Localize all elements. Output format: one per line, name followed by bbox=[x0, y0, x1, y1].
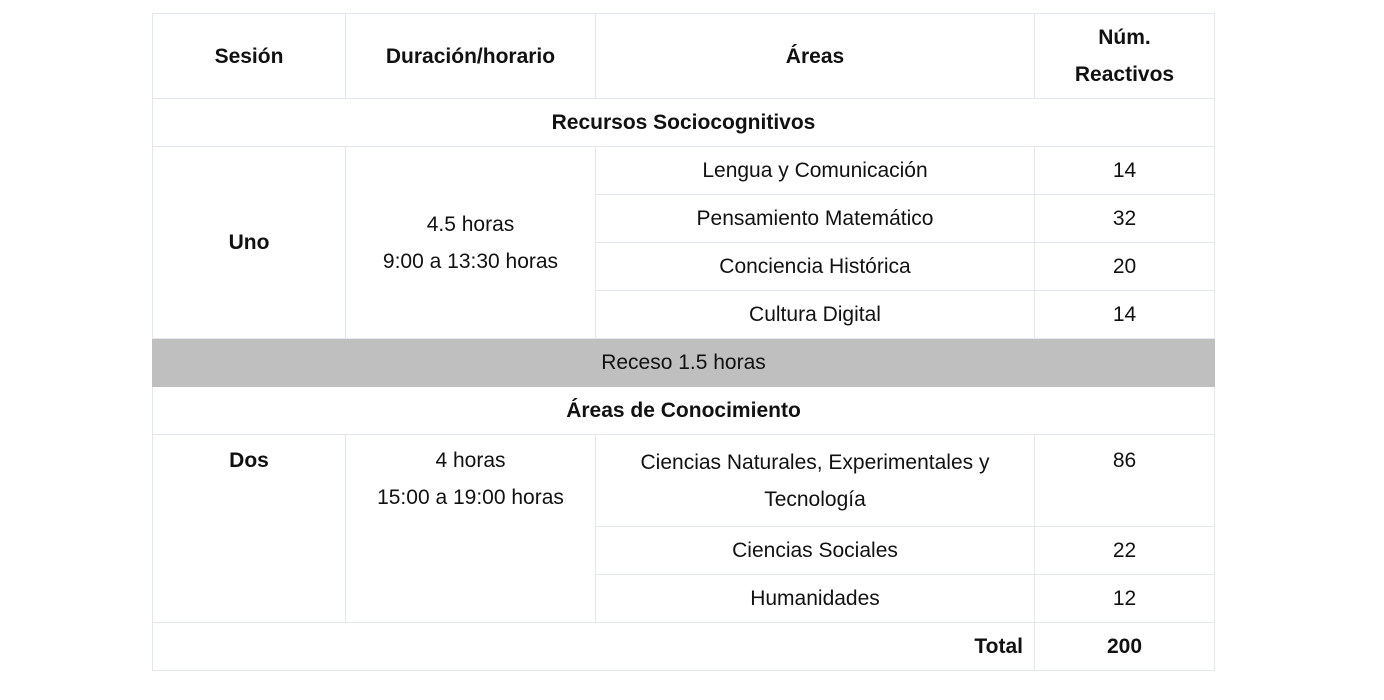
recess-cell: Receso 1.5 horas bbox=[153, 339, 1215, 387]
area-cell: Lengua y Comunicación bbox=[596, 147, 1035, 195]
header-items-line1: Núm. bbox=[1098, 26, 1151, 49]
session-one-duration-cell bbox=[346, 147, 596, 339]
items-cell: 22 bbox=[1035, 527, 1215, 575]
area-cell: Conciencia Histórica bbox=[596, 243, 1035, 291]
session-one-duration: 4.5 horas bbox=[426, 212, 515, 236]
items-cell: 32 bbox=[1035, 195, 1215, 243]
items-cell: 14 bbox=[1035, 147, 1215, 195]
total-label: Total bbox=[153, 623, 1035, 671]
exam-schedule-table bbox=[152, 13, 1215, 671]
items-cell: 20 bbox=[1035, 243, 1215, 291]
area-cell bbox=[596, 435, 1035, 527]
area-cell: Humanidades bbox=[596, 575, 1035, 623]
area-line2: Tecnología bbox=[764, 487, 866, 511]
header-items bbox=[1035, 14, 1215, 99]
session-two-schedule: 15:00 a 19:00 horas bbox=[377, 486, 564, 509]
items-cell: 86 bbox=[1035, 435, 1215, 527]
items-cell: 14 bbox=[1035, 291, 1215, 339]
total-value: 200 bbox=[1035, 623, 1215, 671]
area-cell: Pensamiento Matemático bbox=[596, 195, 1035, 243]
header-items-line2: Reactivos bbox=[1074, 63, 1175, 86]
header-session: Sesión bbox=[153, 14, 346, 99]
section1-title: Recursos Sociocognitivos bbox=[153, 99, 1215, 147]
area-cell: Cultura Digital bbox=[596, 291, 1035, 339]
table-row bbox=[153, 435, 1215, 527]
session-two-duration: 4 horas bbox=[435, 449, 506, 472]
session-two-cell: Dos bbox=[153, 435, 346, 623]
header-duration: Duración/horario bbox=[346, 14, 596, 99]
area-cell: Ciencias Sociales bbox=[596, 527, 1035, 575]
recess-row bbox=[153, 339, 1215, 387]
header-areas: Áreas bbox=[596, 14, 1035, 99]
section-title-row bbox=[153, 99, 1215, 147]
items-cell: 12 bbox=[1035, 575, 1215, 623]
session-two-duration-cell bbox=[346, 435, 596, 623]
area-line1: Ciencias Naturales, Experimentales y bbox=[640, 450, 990, 474]
total-row bbox=[153, 623, 1215, 671]
header-row bbox=[153, 14, 1215, 99]
section-title-row bbox=[153, 387, 1215, 435]
section2-title: Áreas de Conocimiento bbox=[153, 387, 1215, 435]
session-one-schedule: 9:00 a 13:30 horas bbox=[382, 249, 559, 273]
session-one-cell: Uno bbox=[153, 147, 346, 339]
table-row bbox=[153, 147, 1215, 195]
